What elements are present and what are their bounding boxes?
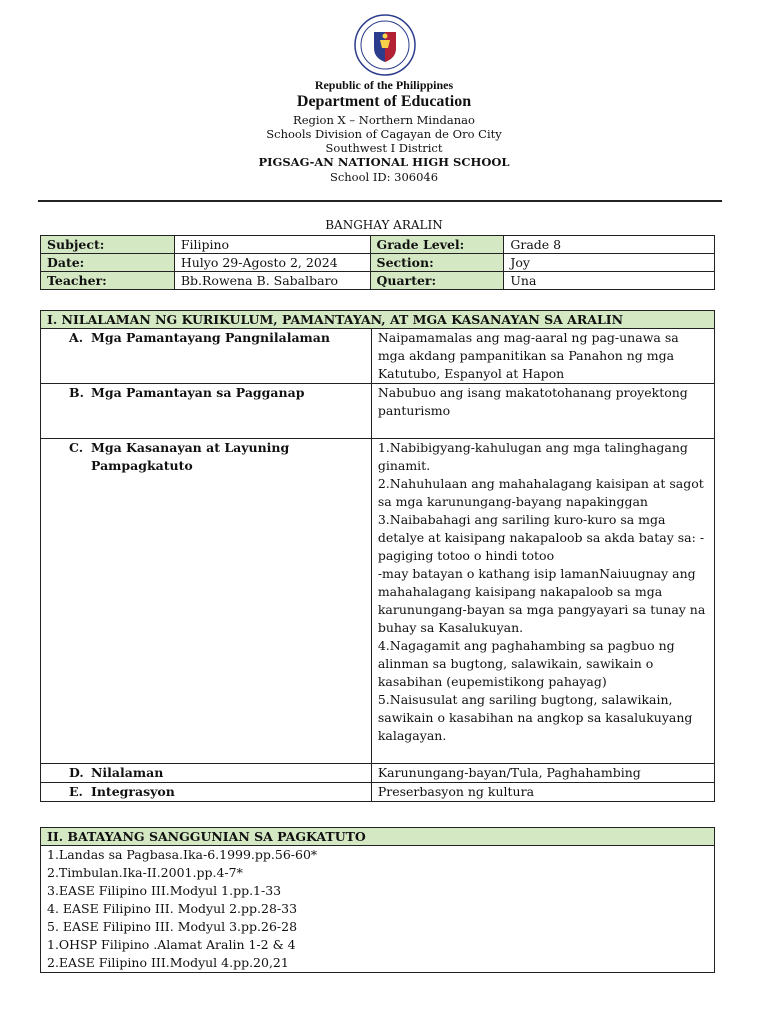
list-item: 3.EASE Filipino III.Modyul 1.pp.1-33 — [47, 883, 282, 898]
date-label: Date: — [41, 254, 175, 272]
list-item: 2.Timbulan.Ika-II.2001.pp.4-7* — [47, 865, 243, 880]
references-table — [40, 827, 715, 973]
table-row — [41, 783, 715, 802]
row-value: Naipamamalas ang mag-aaral ng pag-unawa sa mga akdang pampanitikan sa Panahon ng mga Katutubo, Espanyol at Hapon — [371, 329, 714, 384]
list-item: 5. EASE Filipino III. Modyul 3.pp.26-28 — [47, 919, 298, 934]
row-letter: C. — [69, 440, 84, 455]
header-divider — [38, 200, 722, 202]
school-name: PIGSAG-AN NATIONAL HIGH SCHOOL — [258, 155, 510, 169]
teacher-label: Teacher: — [41, 272, 175, 290]
grade-label: Grade Level: — [370, 236, 504, 254]
section2-heading: II. BATAYANG SANGGUNIAN SA PAGKATUTO — [41, 828, 715, 846]
row-value: Nabubuo ang isang makatotohanang proyektong panturismo — [371, 384, 714, 439]
info-row-subject — [41, 236, 715, 254]
row-letter: A. — [69, 330, 84, 345]
quarter-label: Quarter: — [370, 272, 504, 290]
info-row-date — [41, 254, 715, 272]
info-row-teacher — [41, 272, 715, 290]
section-value: Joy — [504, 254, 715, 272]
list-item: 2.EASE Filipino III.Modyul 4.pp.20,21 — [47, 955, 289, 970]
deped-seal-logo — [354, 14, 416, 76]
department-name: Department of Education — [296, 93, 472, 110]
row-value: Preserbasyon ng kultura — [371, 783, 714, 802]
school-id: School ID: 306046 — [329, 170, 439, 184]
table-row — [41, 384, 715, 439]
row-label: Nilalaman — [91, 765, 164, 780]
row-label: Mga Pamantayang Pangnilalaman — [91, 330, 330, 345]
lesson-info-table — [40, 235, 715, 290]
date-value: Hulyo 29-Agosto 2, 2024 — [174, 254, 370, 272]
document-title: BANGHAY ARALIN — [325, 218, 443, 232]
grade-value: Grade 8 — [504, 236, 715, 254]
district-line: Southwest I District — [325, 141, 443, 155]
table-row — [41, 764, 715, 783]
row-label: Mga Pamantayan sa Pagganap — [91, 385, 305, 400]
subject-label: Subject: — [41, 236, 175, 254]
quarter-value: Una — [504, 272, 715, 290]
section1-heading: I. NILALAMAN NG KURIKULUM, PAMANTAYAN, AT MGA KASANAYAN SA ARALIN — [41, 311, 715, 329]
row-label: Mga Kasanayan at Layuning Pampagkatuto — [91, 440, 290, 473]
references-list — [41, 846, 715, 973]
table-row — [41, 329, 715, 384]
row-letter: B. — [69, 385, 84, 400]
teacher-value: Bb.Rowena B. Sabalbaro — [174, 272, 370, 290]
row-letter: D. — [69, 765, 84, 780]
list-item: 4. EASE Filipino III. Modyul 2.pp.28-33 — [47, 901, 298, 916]
list-item: 1.Landas sa Pagbasa.Ika-6.1999.pp.56-60* — [47, 847, 318, 862]
list-item: 1.OHSP Filipino .Alamat Aralin 1-2 & 4 — [47, 937, 296, 952]
curriculum-table — [40, 310, 715, 802]
subject-value: Filipino — [174, 236, 370, 254]
table-row — [41, 439, 715, 764]
row-value: 1.Nabibigyang-kahulugan ang mga talinghagang ginamit. 2.Nahuhulaan ang mahahalagang kaisipan at sagot sa mga karunungang-bayang napakinggan 3.Naibabahagi ang sariling kuro-kuro sa mga detalye at kaisipang nakapaloob sa akda batay sa: -pagiging totoo o hindi totoo -may batayan o kathang isip lamanNaiuugnay ang mahahalagang kaisipang nakapaloob sa mga karunungang-bayan sa mga pangyayari sa tunay na buhay sa Kasalukuyan. 4.Nagagamit ang paghahambing sa pagbuo ng alinman sa bugtong, salawikain, sawikain o kasabihan (eupemistikong pahayag) 5.Naisusulat ang sariling bugtong, salawikain, sawikain o kasabihan na angkop sa kasalukuyang kalagayan. — [371, 439, 714, 764]
row-letter: E. — [69, 784, 83, 799]
region-line: Region X – Northern Mindanao — [293, 113, 475, 127]
republic-line: Republic of the Philippines — [314, 78, 454, 92]
row-label: Integrasyon — [91, 784, 175, 799]
row-value: Karunungang-bayan/Tula, Paghahambing — [371, 764, 714, 783]
section-label: Section: — [370, 254, 504, 272]
division-line: Schools Division of Cagayan de Oro City — [266, 127, 502, 141]
